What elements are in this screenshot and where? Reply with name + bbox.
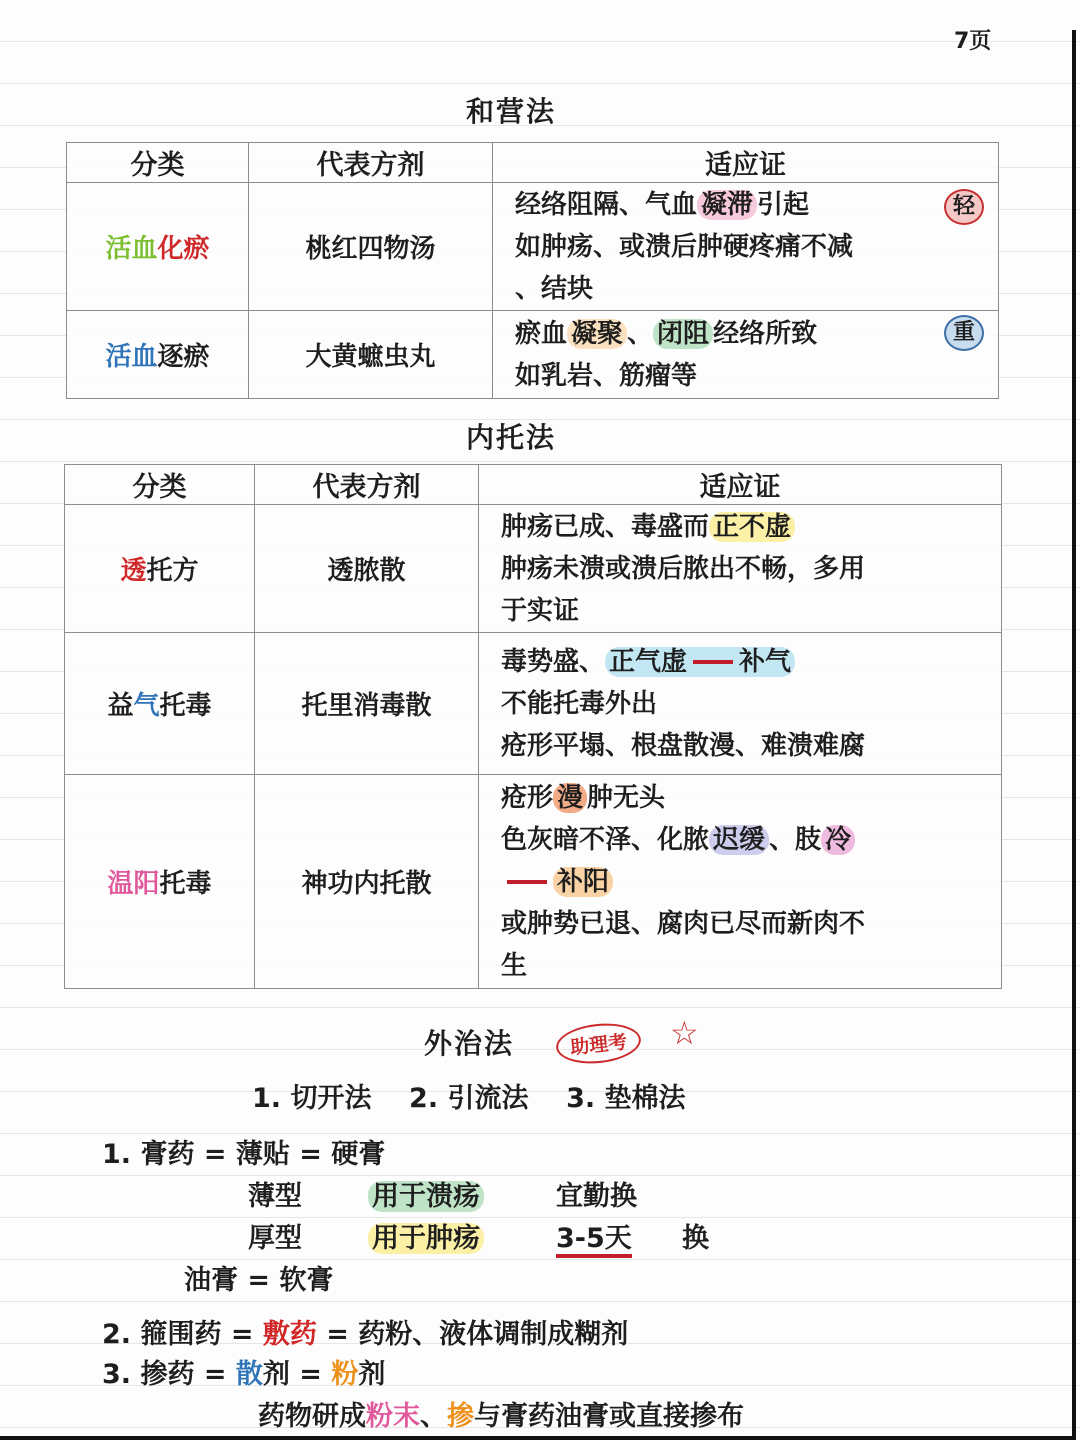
indication-line: 色灰暗不泽、化脓 迟缓 、肢 冷 [501,819,1001,861]
formula-cell: 托里消毒散 [255,633,479,775]
indication-line: 补阳 [501,861,1001,903]
category-cell [65,775,255,989]
table-row [65,505,1002,633]
indication-cell [479,633,1002,775]
external-methods: 1. 切开法 2. 引流法 3. 垫棉法 [252,1083,686,1114]
arrow-dash [507,880,547,884]
header-formula: 代表方剂 [249,143,493,183]
category-part: 托毒 [159,869,212,899]
indication-line: 于实证 [501,595,580,626]
header-indication: 适应证 [493,143,999,183]
thick-label: 厚型 [248,1223,302,1254]
severity-badge-mild: 轻 [944,189,984,225]
item3: 3. 掺药 = 散剂 = 粉剂 [102,1359,386,1390]
table-row [67,311,999,399]
item3-description: 药物研成粉末、掺与膏药油膏或直接掺布 [258,1401,744,1432]
oil-paste: 油膏 = 软膏 [184,1265,334,1296]
severity-badge-severe: 重 [944,315,984,351]
exam-stamp: 助理考 [554,1020,643,1068]
thin-use: 用于溃疡 [368,1174,484,1213]
category-part: 活血 [105,234,158,264]
indication-line: 或肿势已退、腐肉已尽而新肉不 [501,908,866,939]
formula-cell: 神功内托散 [255,775,479,989]
formula-cell: 透脓散 [255,505,479,633]
table-row [65,775,1002,989]
category-part: 活血 [105,342,158,372]
indication-line: 经络阻隔、气血 凝滞 引起 [515,189,810,220]
page-edge-bottom [0,1436,1076,1440]
category-part: 透 [120,556,147,586]
indication-line: 如肿疡、或溃后肿硬疼痛不减 [515,231,854,262]
section2-header-row [65,465,1002,505]
thick-days: 3-5天 [556,1216,632,1255]
category-part: 托毒 [159,691,212,721]
indication-line: 不能托毒外出 [501,688,658,719]
indication-cell [493,183,999,311]
indication-line: 疮形 漫 肿无头 [501,782,666,813]
category-part: 化瘀 [157,234,210,264]
indication-cell [479,505,1002,633]
section2-title: 内托法 [466,421,557,454]
section1-table [66,142,999,399]
thick-use: 用于肿疡 [368,1216,484,1255]
header-indication: 适应证 [479,465,1002,505]
category-part: 托方 [146,556,199,586]
indication-line: 如乳岩、筋瘤等 [515,360,698,391]
category-part: 益 [107,691,134,721]
indication-cell [479,775,1002,989]
category-cell [65,505,255,633]
indication-line: 肿疡未溃或溃后脓出不畅，多用 [501,553,866,584]
thick-note: 换 [682,1223,709,1254]
header-formula: 代表方剂 [255,465,479,505]
page-number: 7页 [954,29,992,54]
arrow-dash [693,660,733,664]
formula-cell: 大黄蟅虫丸 [249,311,493,399]
section3-title: 外治法 [424,1027,515,1060]
category-part: 气 [133,691,160,721]
indication-line: 疮形平塌、根盘散漫、难溃难腐 [501,730,866,761]
section2-table [64,464,1002,989]
formula-cell: 桃红四物汤 [249,183,493,311]
indication-cell [493,311,999,399]
category-cell [67,183,249,311]
indication-line: 、结块 [515,273,594,304]
category-part: 温阳 [107,869,160,899]
item2: 2. 箍围药 = 敷药 = 药粉、液体调制成糊剂 [102,1319,629,1350]
indication-line: 生 [501,950,528,981]
thin-label: 薄型 [248,1181,302,1212]
star-icon: ☆ [670,1014,699,1052]
header-category: 分类 [67,143,249,183]
table-row [65,633,1002,775]
page-edge-right [1072,30,1076,1440]
table-row [67,183,999,311]
category-cell [65,633,255,775]
category-cell [67,311,249,399]
indication-line: 肿疡已成、毒盛而 正不虚 [501,506,1001,548]
thin-note: 宜勤换 [556,1181,637,1212]
indication-line: 瘀血 凝聚 、 闭阻 经络所致 [515,318,818,349]
plaster-definition: 1. 膏药 = 薄贴 = 硬膏 [102,1139,386,1170]
category-part: 逐瘀 [157,342,210,372]
section1-title: 和营法 [466,95,557,128]
section1-header-row [67,143,999,183]
indication-line: 毒势盛、 正气虚 补气 [501,641,1001,683]
header-category: 分类 [65,465,255,505]
